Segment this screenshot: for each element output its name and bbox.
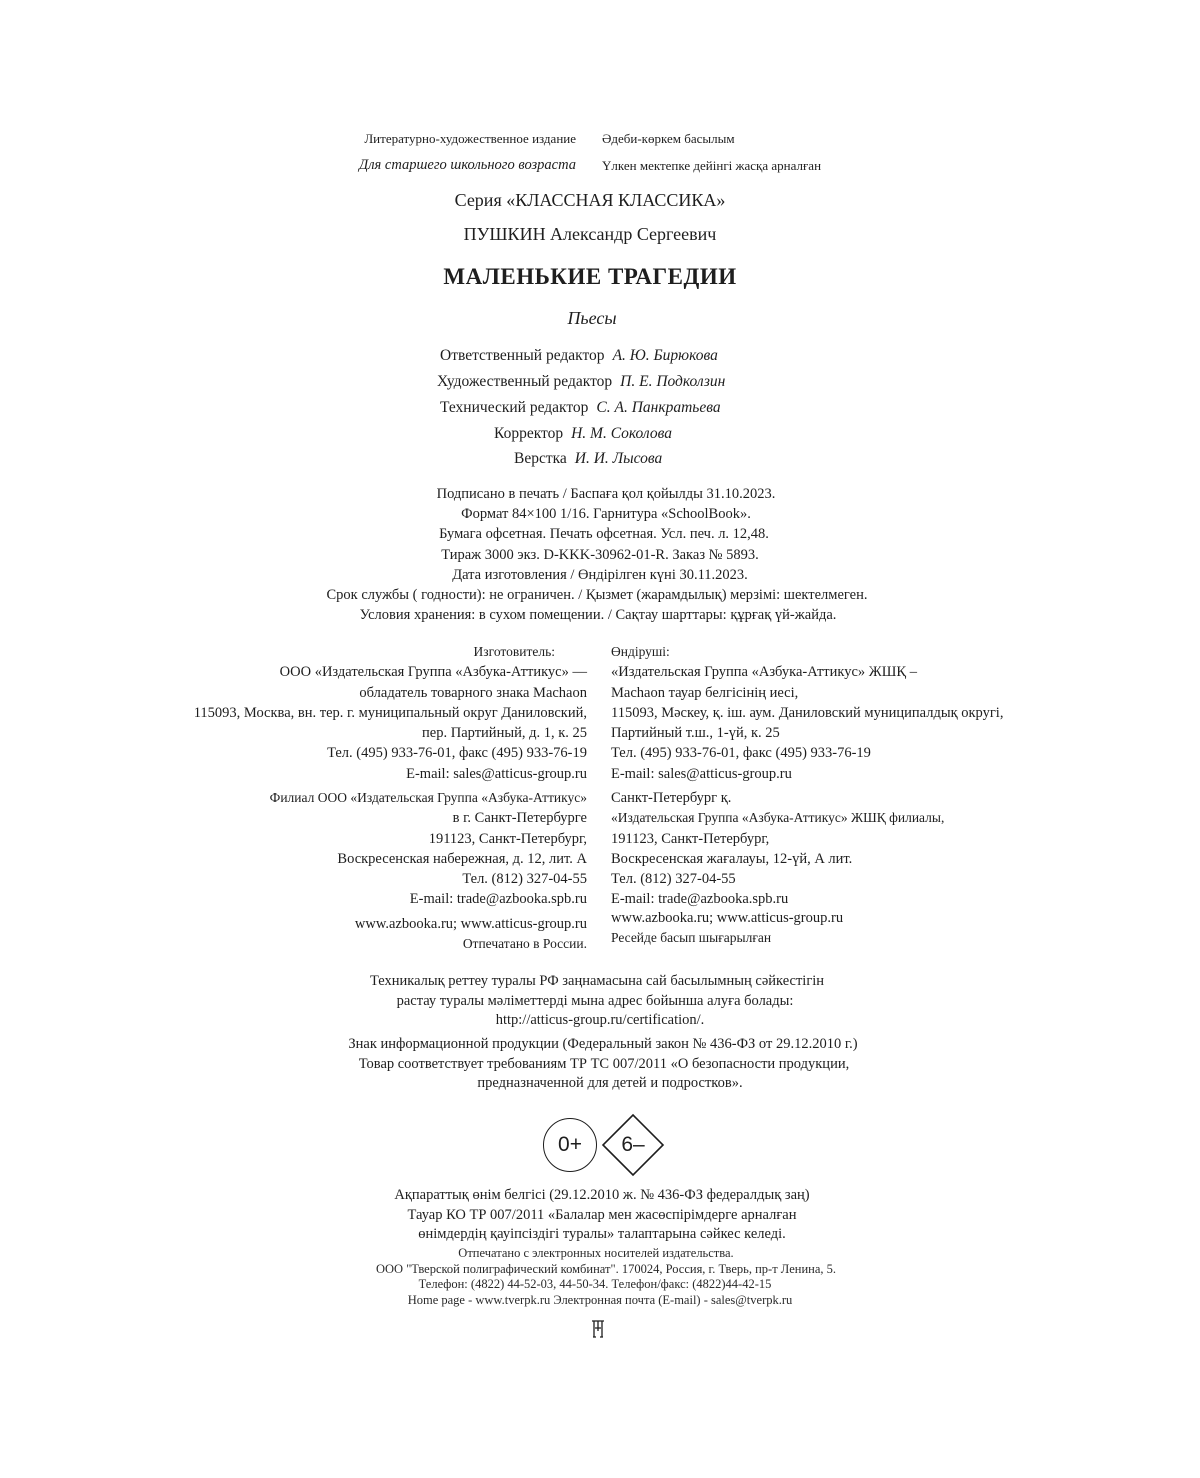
info-sign-line: предназначенной для детей и подростков». (477, 1075, 743, 1091)
web-kz (611, 908, 843, 949)
manufacturer-kz-line: Тел. (495) 933-76-01, факс (495) 933-76-19 (611, 745, 871, 762)
branch-kz-line: E-mail: trade@azbooka.spb.ru (611, 891, 789, 908)
manufacturer-ru-line: 115093, Москва, вн. тер. г. муниципальный округ Даниловский, (193, 704, 587, 721)
branch-kz-line: Санкт-Петербург қ. (611, 790, 732, 806)
book-title: МАЛЕНЬКИЕ ТРАГЕДИИ (443, 264, 737, 289)
manufacturer-kz-line: E-mail: sales@atticus-group.ru (611, 765, 792, 782)
web-ru (355, 914, 587, 955)
manufacturer-ru (194, 642, 587, 784)
age-rating-circle-icon: 0+ (543, 1118, 597, 1172)
manufacturer-ru-line: Изготовитель: (473, 644, 555, 659)
author: ПУШКИН Александр Сергеевич (463, 224, 717, 244)
info-sign-kz (0, 1186, 1200, 1245)
age-rating-diamond-icon (600, 1112, 666, 1178)
credit-row (440, 347, 718, 365)
print-info-line: Бумага офсетная. Печать офсетная. Усл. печ. л. 12,48. (439, 526, 769, 543)
credit-role: Художественный редактор (437, 373, 613, 390)
manufacturer-kz-line: Өндіруші: (611, 644, 670, 659)
branch-ru-line: Воскресенская набережная, д. 12, лит. А (337, 850, 587, 867)
genre: Пьесы (567, 308, 617, 328)
print-info-line: Формат 84×100 1/16. Гарнитура «SchoolBook». (461, 506, 751, 523)
manufacturer-ru-line: обладатель товарного знака Machaon (359, 684, 587, 701)
credit-row (494, 425, 672, 443)
manufacturer-ru-line: Тел. (495) 933-76-01, факс (495) 933-76-19 (327, 745, 587, 762)
certification-line: http://atticus-group.ru/certification/. (495, 1012, 705, 1028)
printer-line: Отпечатано с электронных носителей издательства. (458, 1246, 734, 1260)
credit-role: Верстка (514, 450, 567, 467)
web-ru-line: Отпечатано в России. (462, 936, 587, 952)
age-ru: Для старшего школьного возраста (358, 157, 576, 173)
credit-role: Корректор (494, 425, 564, 442)
branch-ru-line: в г. Санкт-Петербурге (452, 810, 587, 827)
print-info (0, 484, 1200, 625)
info-sign (0, 1035, 1200, 1094)
manufacturer-kz (611, 642, 1003, 784)
age-kz: Үлкен мектепке дейінгі жасқа арналған (602, 158, 822, 173)
web-kz-line: www.azbooka.ru; www.atticus-group.ru (611, 910, 844, 926)
print-info-line: Подписано в печать / Баспаға қол қойылды 31.10.2023. (436, 486, 776, 502)
certification-line: Техникалық реттеу туралы РФ заңнамасына сай басылымның сәйкестігін (369, 973, 825, 989)
credit-name: И. И. Лысова (574, 450, 663, 467)
branch-kz-line: «Издательская Группа «Азбука-Аттикус» ЖШҚ филиалы, (611, 810, 945, 826)
info-sign-kz-line: Ақпараттық өнім белгісі (29.12.2010 ж. № 436-ФЗ федералдық заң) (394, 1187, 810, 1203)
print-info-line: Условия хранения: в сухом помещении. / Сақтау шарттары: құрғақ үй-жайда. (359, 607, 837, 624)
info-sign-kz-line: Тауар КО ТР 007/2011 «Балалар мен жасөспірімдерге арналған (407, 1206, 797, 1223)
info-sign-line: Товар соответствует требованиям ТР ТС 007/2011 «О безопасности продукции, (358, 1055, 850, 1072)
manufacturer-ru-line: E-mail: sales@atticus-group.ru (406, 765, 587, 782)
manufacturer-kz-line: «Издательская Группа «Азбука-Аттикус» ЖШҚ – (611, 664, 917, 681)
info-sign-kz-line: өнімдердің қауіпсіздігі туралы» талаптарына сәйкес келеді. (418, 1226, 786, 1242)
print-info-line: Срок службы ( годности): не ограничен. / Қызмет (жарамдылық) мерзімі: шектелмеген. (326, 587, 868, 604)
edition-type-ru: Литературно-художественное издание (364, 131, 576, 146)
manufacturer-kz-line: Machaon тауар белгісінің иесі, (611, 684, 799, 701)
credit-name: Н. М. Соколова (571, 425, 672, 442)
web-ru-line: www.azbooka.ru; www.atticus-group.ru (354, 916, 587, 932)
printer-line: Home page - www.tverpk.ru Электронная почта (E-mail) - sales@tverpk.ru (407, 1292, 793, 1307)
manufacturer-ru-line: ООО «Издательская Группа «Азбука-Аттикус» — (279, 664, 587, 681)
credit-row (440, 399, 721, 417)
print-info-line: Дата изготовления / Өндірілген күні 30.11.2023. (452, 566, 748, 583)
branch-kz-line: 191123, Санкт-Петербург, (611, 830, 770, 847)
branch-kz-line: Воскресенская жағалауы, 12-үй, А лит. (611, 850, 853, 867)
manufacturer-kz-line: 115093, Мәскеу, қ. іш. аум. Даниловский муниципалдық округі, (611, 704, 1004, 721)
credit-row (437, 373, 725, 391)
branch-kz (611, 788, 944, 910)
branch-ru-line: 191123, Санкт-Петербург, (428, 830, 587, 847)
printer-logo-icon (590, 1319, 606, 1339)
branch-ru-line: Тел. (812) 327-04-55 (462, 871, 587, 888)
manufacturer-ru-line: пер. Партийный, д. 1, к. 25 (422, 725, 587, 742)
printer-line: ООО "Тверской полиграфический комбинат". 170024, Россия, г. Тверь, пр-т Ленина, 5. (376, 1261, 836, 1276)
age-rating-diamond-label: 6– (621, 1133, 645, 1156)
printer-info (0, 1246, 1200, 1308)
credit-name: П. Е. Подколзин (620, 373, 726, 390)
printer-line: Телефон: (4822) 44-52-03, 44-50-34. Телефон/факс: (4822)44-42-15 (418, 1277, 772, 1291)
web-kz-line: Ресейде басып шығарылған (611, 930, 772, 946)
manufacturer-kz-line: Партийный т.ш., 1-үй, к. 25 (611, 725, 780, 742)
branch-ru (270, 788, 587, 910)
branch-kz-line: Тел. (812) 327-04-55 (611, 871, 736, 888)
print-info-line: Тираж 3000 экз. D-KKK-30962-01-R. Заказ № 5893. (441, 546, 759, 563)
credit-role: Ответственный редактор (440, 347, 605, 364)
branch-ru-line: E-mail: trade@azbooka.spb.ru (409, 891, 587, 908)
info-sign-line: Знак информационной продукции (Федеральный закон № 436-ФЗ от 29.12.2010 г.) (348, 1036, 858, 1052)
series: Серия «КЛАССНАЯ КЛАССИКА» (454, 190, 726, 210)
credit-role: Технический редактор (440, 399, 589, 416)
certification (0, 972, 1200, 1031)
certification-line: растау туралы мәліметтерді мына адрес бойынша алуға болады: (396, 992, 794, 1009)
edition-type-kz: Әдеби-көркем басылым (602, 131, 735, 146)
branch-ru-line: Филиал ООО «Издательская Группа «Азбука-Аттикус» (269, 790, 587, 805)
credit-name: С. А. Панкратьева (596, 399, 721, 416)
credit-row (514, 450, 662, 468)
credit-name: А. Ю. Бирюкова (612, 347, 718, 364)
